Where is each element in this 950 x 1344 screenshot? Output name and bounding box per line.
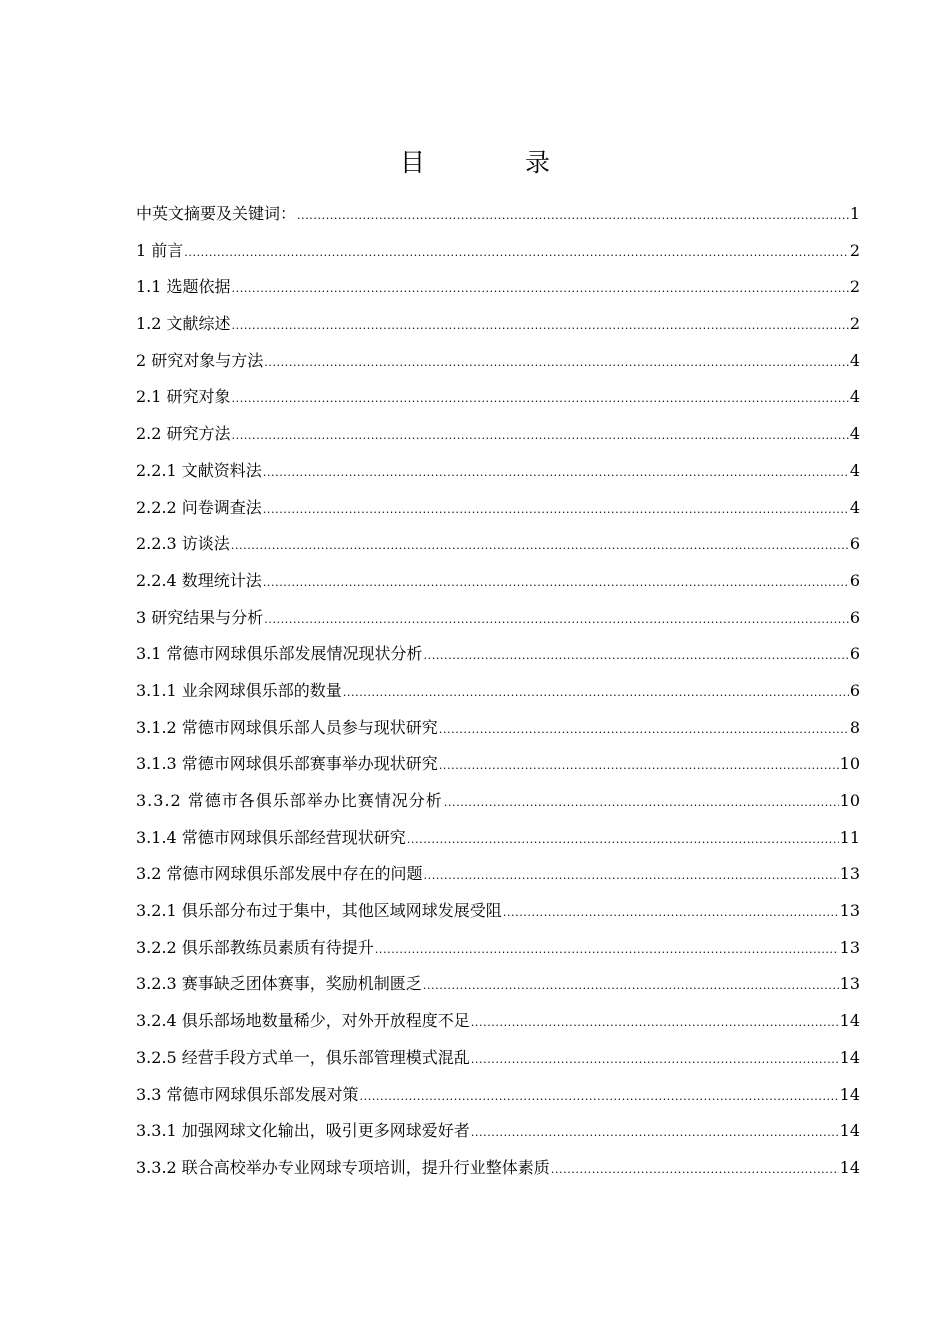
toc-entry-page-number: 4: [849, 460, 860, 480]
toc-dot-leader: [263, 455, 849, 492]
toc-entry-label: 1 前言: [136, 240, 184, 260]
toc-entry-page-number: 2: [849, 314, 860, 334]
toc-entry-page-number: 6: [849, 570, 860, 590]
toc-entry-page-number: 4: [849, 497, 860, 517]
toc-entry-page-number: 13: [839, 864, 860, 884]
toc-entry-label: 3 研究结果与分析: [136, 607, 264, 627]
toc-entry[interactable]: [136, 746, 860, 783]
toc-dot-leader: [439, 712, 849, 749]
toc-entry-label: 3.2.4 俱乐部场地数量稀少，对外开放程度不足: [136, 1011, 470, 1031]
toc-entry-page-number: 13: [839, 901, 860, 921]
toc-dot-leader: [360, 1079, 839, 1116]
toc-entry-page-number: 14: [839, 1121, 860, 1141]
toc-dot-leader: [231, 528, 849, 565]
toc-title: 目 录: [400, 148, 596, 177]
toc-entry-label: 2.2.4 数理统计法: [136, 570, 262, 590]
toc-entry[interactable]: [136, 1150, 860, 1187]
toc-list: [136, 196, 860, 1187]
toc-entry[interactable]: [136, 526, 860, 563]
toc-entry-label: 3.1.2 常德市网球俱乐部人员参与现状研究: [136, 717, 438, 737]
toc-entry-label: 3.1.4 常德市网球俱乐部经营现状研究: [136, 827, 406, 847]
toc-entry-label: 3.1 常德市网球俱乐部发展情况现状分析: [136, 644, 423, 664]
toc-entry-page-number: 6: [849, 680, 860, 700]
toc-entry-page-number: 2: [849, 277, 860, 297]
toc-dot-leader: [232, 381, 849, 418]
toc-dot-leader: [503, 895, 839, 932]
toc-entry[interactable]: [136, 636, 860, 673]
toc-dot-leader: [297, 198, 849, 235]
toc-entry[interactable]: [136, 1040, 860, 1077]
toc-entry[interactable]: [136, 233, 860, 270]
toc-entry-label: 3.2 常德市网球俱乐部发展中存在的问题: [136, 864, 423, 884]
toc-entry-label: 2 研究对象与方法: [136, 350, 264, 370]
toc-entry-page-number: 2: [849, 240, 860, 260]
toc-entry[interactable]: [136, 563, 860, 600]
toc-entry[interactable]: [136, 379, 860, 416]
toc-entry-page-number: 14: [839, 1047, 860, 1067]
toc-entry[interactable]: [136, 893, 860, 930]
toc-entry-label: 2.2.1 文献资料法: [136, 460, 262, 480]
toc-entry-label: 3.2.5 经营手段方式单一，俱乐部管理模式混乱: [136, 1047, 470, 1067]
toc-dot-leader: [424, 638, 849, 675]
toc-entry-page-number: 4: [849, 424, 860, 444]
toc-entry-page-number: 10: [839, 754, 860, 774]
toc-entry[interactable]: [136, 856, 860, 893]
toc-dot-leader: [232, 308, 849, 345]
toc-dot-leader: [263, 492, 849, 529]
toc-entry-label: 3.2.2 俱乐部教练员素质有待提升: [136, 937, 374, 957]
toc-entry-page-number: 13: [839, 937, 860, 957]
toc-entry-page-number: 11: [839, 827, 860, 847]
toc-dot-leader: [263, 565, 849, 602]
toc-entry-label: 中英文摘要及关键词：: [136, 204, 297, 223]
toc-entry-label: 3.3 常德市网球俱乐部发展对策: [136, 1084, 359, 1104]
toc-entry-page-number: 6: [849, 534, 860, 554]
toc-dot-leader: [407, 822, 839, 859]
toc-dot-leader: [424, 858, 839, 895]
toc-dot-leader: [264, 602, 849, 639]
toc-entry[interactable]: [136, 673, 860, 710]
toc-dot-leader: [439, 748, 839, 785]
toc-dot-leader: [184, 235, 849, 272]
toc-dot-leader: [264, 345, 849, 382]
toc-entry-label: 2.2.3 访谈法: [136, 534, 230, 554]
toc-entry[interactable]: [136, 1003, 860, 1040]
toc-entry[interactable]: [136, 930, 860, 967]
toc-dot-leader: [471, 1115, 839, 1152]
toc-entry[interactable]: [136, 820, 860, 857]
toc-entry[interactable]: [136, 966, 860, 1003]
toc-entry[interactable]: [136, 269, 860, 306]
toc-entry-label: 3.3.2 常德市各俱乐部举办比赛情况分析: [136, 791, 443, 810]
toc-entry-label: 3.2.1 俱乐部分布过于集中，其他区域网球发展受阻: [136, 901, 502, 921]
toc-entry-label: 3.2.3 赛事缺乏团体赛事，奖励机制匮乏: [136, 974, 422, 994]
toc-entry[interactable]: [136, 710, 860, 747]
toc-entry[interactable]: [136, 1113, 860, 1150]
toc-entry-label: 3.1.3 常德市网球俱乐部赛事举办现状研究: [136, 754, 438, 774]
toc-entry[interactable]: [136, 453, 860, 490]
toc-dot-leader: [444, 785, 839, 822]
toc-dot-leader: [375, 932, 839, 969]
toc-dot-leader: [471, 1005, 839, 1042]
toc-entry-page-number: 8: [849, 717, 860, 737]
toc-entry-label: 2.2 研究方法: [136, 424, 231, 444]
toc-entry-page-number: 14: [839, 1084, 860, 1104]
toc-entry-page-number: 1: [849, 204, 860, 223]
toc-entry-page-number: 4: [849, 350, 860, 370]
toc-dot-leader: [423, 968, 839, 1005]
toc-entry[interactable]: [136, 196, 860, 233]
toc-entry-page-number: 14: [839, 1011, 860, 1031]
toc-entry-page-number: 4: [849, 387, 860, 407]
toc-entry[interactable]: [136, 783, 860, 820]
toc-entry[interactable]: [136, 1077, 860, 1114]
toc-entry[interactable]: [136, 600, 860, 637]
toc-entry-label: 3.1.1 业余网球俱乐部的数量: [136, 680, 342, 700]
toc-entry-label: 2.1 研究对象: [136, 387, 231, 407]
toc-entry-label: 1.2 文献综述: [136, 314, 231, 334]
toc-dot-leader: [551, 1152, 839, 1189]
toc-entry[interactable]: [136, 490, 860, 527]
toc-dot-leader: [232, 418, 849, 455]
toc-entry-page-number: 13: [839, 974, 860, 994]
toc-entry-page-number: 6: [849, 644, 860, 664]
toc-entry[interactable]: [136, 416, 860, 453]
toc-entry[interactable]: [136, 343, 860, 380]
toc-entry-label: 2.2.2 问卷调查法: [136, 497, 262, 517]
toc-entry-label: 3.3.2 联合高校举办专业网球专项培训，提升行业整体素质: [136, 1157, 550, 1177]
toc-dot-leader: [232, 271, 849, 308]
toc-entry-page-number: 6: [849, 607, 860, 627]
toc-entry[interactable]: [136, 306, 860, 343]
toc-entry-label: 1.1 选题依据: [136, 277, 231, 297]
toc-dot-leader: [471, 1042, 839, 1079]
toc-dot-leader: [343, 675, 849, 712]
toc-entry-page-number: 10: [839, 791, 860, 810]
toc-entry-page-number: 14: [839, 1157, 860, 1177]
toc-entry-label: 3.3.1 加强网球文化输出，吸引更多网球爱好者: [136, 1121, 470, 1141]
